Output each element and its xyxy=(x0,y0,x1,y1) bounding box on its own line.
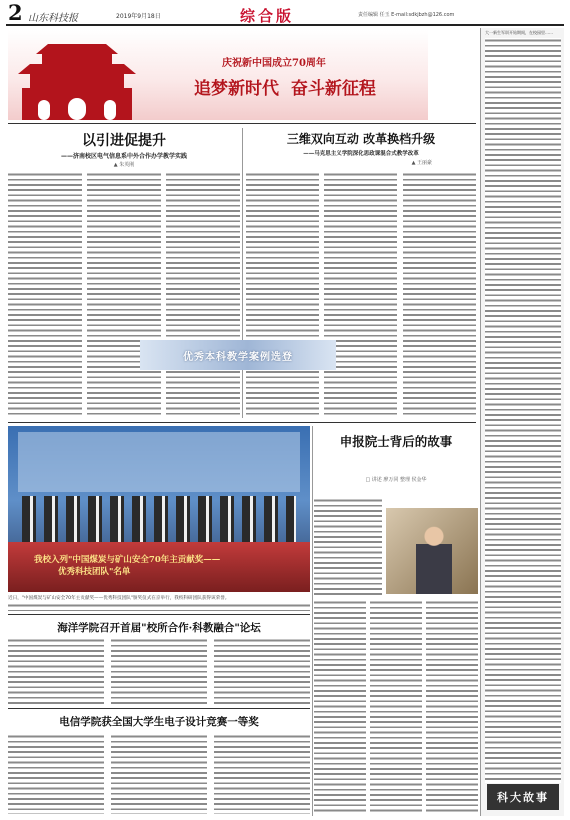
article-3-body-col2 xyxy=(370,600,422,814)
photo-overlay-line-1: 我校入列"中国煤炭与矿山安全70年主贡献奖—— xyxy=(34,555,221,565)
article-1-subtitle: ——济南校区电气信息系中外合作办学教学实践 xyxy=(60,153,187,160)
article-1-body-col1 xyxy=(8,172,82,418)
column-banner-label: 优秀本科教学案例选登 xyxy=(183,351,293,363)
photo-caption: 近日，"中国煤炭与矿山安全70年主贡献奖——优秀科技团队"颁奖仪式在京举行，我校科研团队获得该荣誉。 xyxy=(8,596,230,601)
article-2-title: 三维双向互动 改革换档升级 xyxy=(286,132,436,146)
section-title: 综合版 xyxy=(240,7,295,25)
article-3-body-col3 xyxy=(426,600,478,814)
article-5-body-col2 xyxy=(111,734,207,814)
article-5-body-col3 xyxy=(214,734,310,814)
banner-slogan: 追梦新时代 奋斗新征程 xyxy=(194,79,376,99)
article-3-byline: □ 讲述 廖万同 整理 侯金华 xyxy=(365,477,427,483)
banner-kicker: 庆祝新中国成立70周年 xyxy=(222,58,326,69)
article-4-body-col3 xyxy=(214,638,310,704)
right-sidebar xyxy=(480,28,564,816)
portrait-figure xyxy=(416,520,452,594)
article-4-title: 海洋学院召开首届"校所合作·科教融合"论坛 xyxy=(57,622,261,634)
column-banner xyxy=(140,340,336,370)
people-on-stage xyxy=(22,496,296,542)
article-2-subtitle: ——马克思主义学院深化思政课混合式教学改革 xyxy=(303,151,419,157)
article-3-title: 申报院士背后的故事 xyxy=(339,434,453,449)
sidebar-footer xyxy=(487,784,559,810)
article-4 xyxy=(8,618,310,706)
portrait-photo xyxy=(386,508,478,594)
divider xyxy=(8,422,476,423)
masthead xyxy=(6,0,564,26)
article-2-byline: ▲ 王丽豪 xyxy=(411,160,432,166)
article-5-body-col1 xyxy=(8,734,104,814)
article-1-body-col3 xyxy=(166,172,240,418)
article-4-body-col2 xyxy=(111,638,207,704)
article-2-body-col2 xyxy=(324,172,397,418)
article-1-body-col2 xyxy=(87,172,161,418)
sidebar-footer-label: 科大故事 xyxy=(497,791,549,804)
stage-backdrop xyxy=(18,432,300,492)
award-photo xyxy=(8,426,310,592)
divider xyxy=(8,123,476,124)
article-2 xyxy=(246,126,476,420)
editor-line: 责任编辑 任玉 E-mail:sdkjbzh@126.com xyxy=(358,12,455,18)
sidebar-intro: 大一新生军训开始期间，在校园里…… xyxy=(485,30,553,35)
anniversary-banner xyxy=(8,30,428,120)
page-number: 2 xyxy=(8,0,23,25)
issue-date: 2019年9月18日 xyxy=(116,13,161,20)
photo-overlay-line-2: 优秀科技团队"名单 xyxy=(58,567,131,577)
article-4-body-col1 xyxy=(8,638,104,704)
article-1-byline: ▲ 朱英刚 xyxy=(113,162,135,168)
photo-overlay-text xyxy=(34,554,220,578)
gate-tower-illustration xyxy=(8,30,158,120)
column-divider xyxy=(242,128,243,418)
article-1-title: 以引进促提升 xyxy=(82,133,166,149)
article-2-body-col1 xyxy=(246,172,319,418)
sidebar-body xyxy=(485,38,561,783)
article-5-title: 电信学院获全国大学生电子设计竞赛一等奖 xyxy=(59,716,259,728)
photo-caption-cont xyxy=(8,603,310,611)
paper-name: 山东科技报 xyxy=(28,13,78,24)
divider xyxy=(8,708,310,709)
article-3-body-col1 xyxy=(314,600,366,814)
divider xyxy=(8,614,310,615)
article-3-body-left xyxy=(314,498,382,598)
column-divider xyxy=(312,426,313,816)
article-1 xyxy=(8,126,240,420)
article-2-body-col3 xyxy=(403,172,476,418)
article-5 xyxy=(8,712,310,816)
